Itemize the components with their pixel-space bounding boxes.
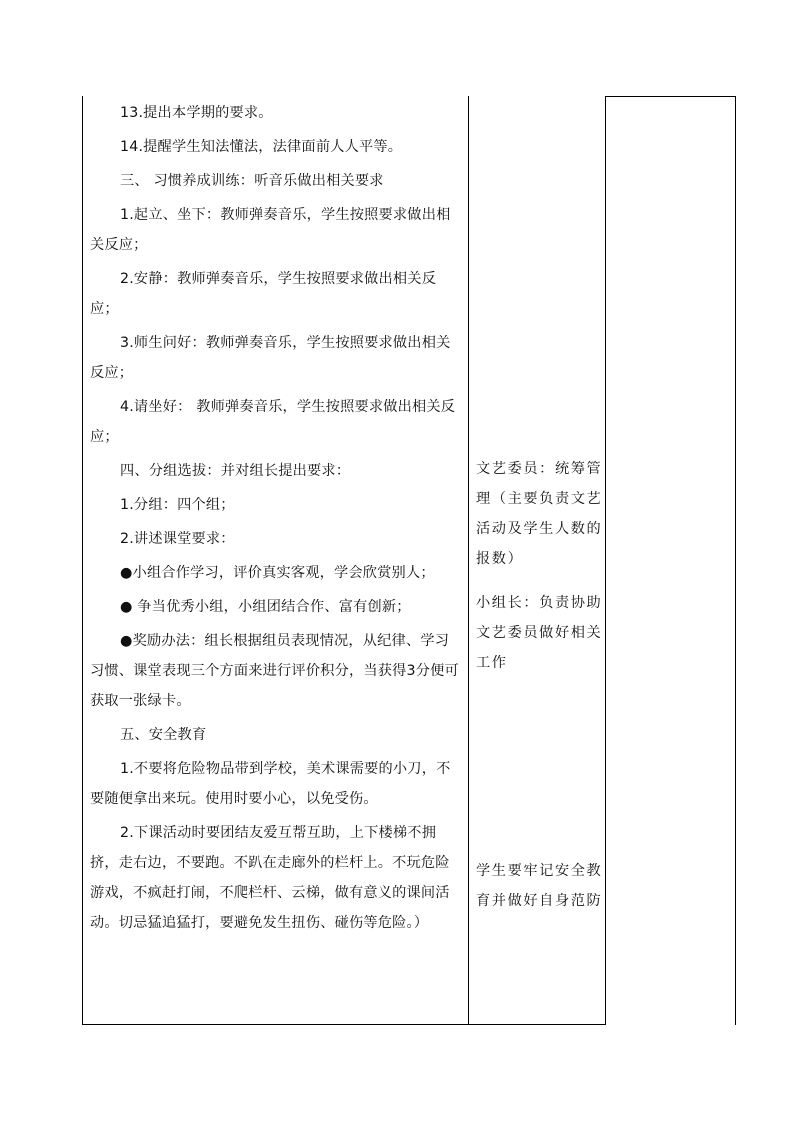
note-safety: 学生要牢记安全教育并做好自身范防: [476, 863, 603, 909]
note-arts-monitor: 文艺委员：统筹管理（主要负责文艺活动及学生人数的报数）: [476, 461, 603, 567]
table-border-right: [735, 96, 736, 1025]
student-notes-column: [476, 454, 604, 678]
lesson-steps-column: [90, 98, 462, 942]
table-border-top-right: [605, 96, 736, 97]
safety-note-column: [476, 856, 604, 916]
bullet-item: ● 争当优秀小组，小组团结合作、富有创新；: [120, 599, 411, 615]
section-heading: 三、 习惯养成训练：听音乐做出相关要求: [120, 173, 384, 189]
table-border-bottom: [82, 1024, 606, 1025]
paragraph: 4.请坐好： 教师弹奏音乐，学生按照要求做出相关反应；: [90, 399, 456, 445]
paragraph: 13.提出本学期的要求。: [120, 105, 273, 121]
paragraph: 3.师生问好：教师弹奏音乐，学生按照要求做出相关反应；: [90, 335, 451, 381]
section-heading: 四、分组选拔：并对组长提出要求：: [120, 463, 351, 479]
paragraph: 1.起立、坐下：教师弹奏音乐，学生按照要求做出相关反应；: [90, 207, 451, 253]
note-group-leader: 小组长：负责协助文艺委员做好相关工作: [476, 595, 603, 671]
paragraph: 1.分组：四个组；: [120, 497, 235, 513]
section-heading: 五、安全教育: [120, 727, 207, 743]
paragraph: 1.不要将危险物品带到学校，美术课需要的小刀，不要随便拿出来玩。使用时要小心，以免受伤。: [90, 761, 451, 807]
bullet-item: ●小组合作学习，评价真实客观，学会欣赏别人；: [120, 565, 435, 581]
table-border-col2: [605, 96, 606, 1025]
paragraph: 14.提醒学生知法懂法，法律面前人人平等。: [120, 139, 403, 155]
table-border-left: [82, 96, 83, 1025]
paragraph: 2.讲述课堂要求：: [120, 531, 235, 547]
bullet-item: ●奖励办法：组长根据组员表现情况，从纪律、学习习惯、课堂表现三个方面来进行评价积分，当获得3分便可获取一张绿卡。: [90, 633, 459, 709]
paragraph: 2.下课活动时要团结友爱互帮互助，上下楼梯不拥挤，走右边，不要跑。不趴在走廊外的栏杆上。不玩危险游戏，不疯赶打闹，不爬栏杆、云梯，做有意义的课间活动。切忌猛追猛打，要避免发生扭伤、碰伤等危险。）: [90, 825, 450, 931]
table-border-col1: [468, 96, 469, 1025]
paragraph: 2.安静：教师弹奏音乐，学生按照要求做出相关反应；: [90, 271, 437, 317]
